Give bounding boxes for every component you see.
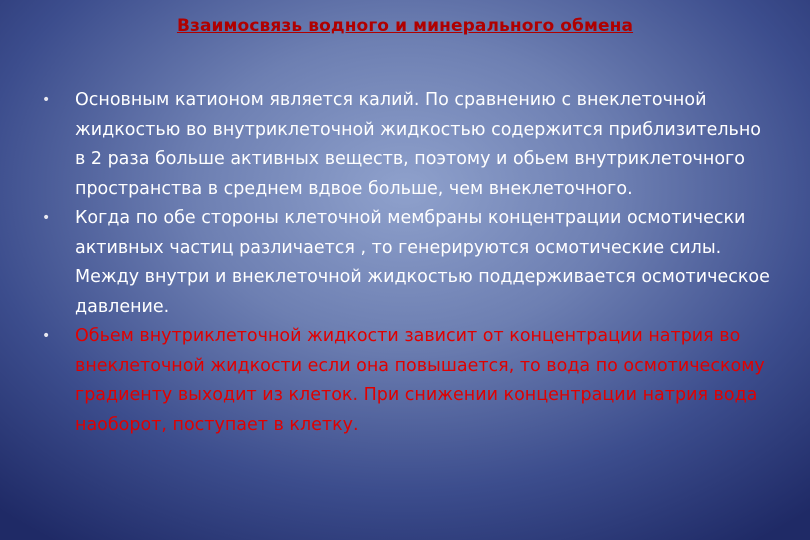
bullet-icon: •	[42, 210, 51, 226]
bullet-item-sodium-concentration	[42, 322, 772, 440]
bullet-list	[42, 86, 772, 440]
bullet-item-potassium	[42, 86, 772, 204]
bullet-text: Обьем внутриклеточной жидкости зависит от концентрации натрия во внеклеточной жидкости если она повышается, то вода по осмотическому градиенту выходит из клеток. При снижении концентрации натрия вода наоборот, поступает в клетку.	[75, 326, 765, 435]
bullet-text: Когда по обе стороны клеточной мембраны концентрации осмотически активных частиц различается , то генерируются осмотические силы. Между внутри и внеклеточной жидкостью поддерживается осмотическое давление.	[75, 208, 770, 317]
bullet-item-osmotic-forces	[42, 204, 772, 322]
bullet-icon: •	[42, 328, 51, 344]
slide-title: Взаимосвязь водного и минерального обмена	[176, 16, 634, 36]
bullet-text: Основным катионом является калий. По сравнению с внеклеточной жидкостью во внутриклеточной жидкостью содержится приблизительно в 2 раза больше активных веществ, поэтому и обьем внутриклеточного пространства в среднем вдвое больше, чем внеклеточного.	[75, 90, 762, 199]
bullet-icon: •	[42, 92, 51, 108]
